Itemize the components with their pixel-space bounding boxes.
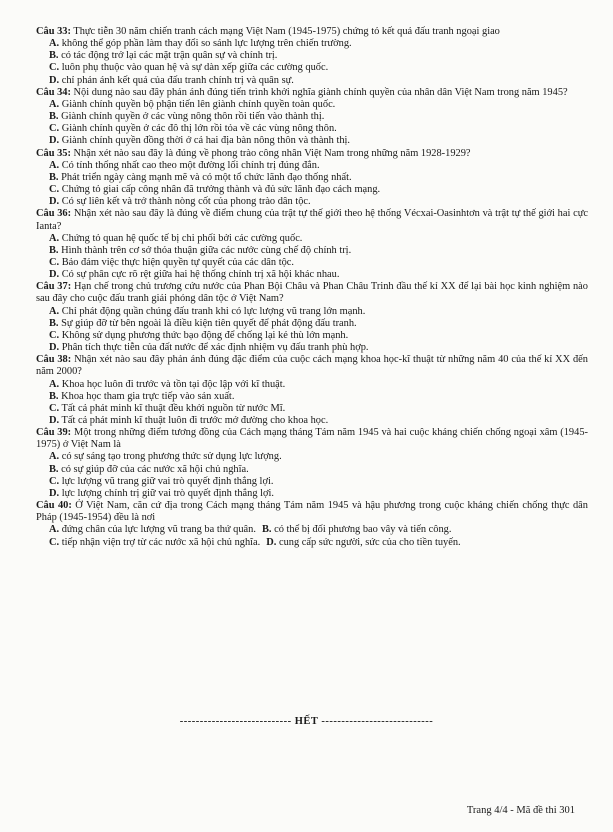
option-text: Khoa học luôn đi trước và tồn tại độc lập với kĩ thuật. [61, 378, 286, 390]
option-text: có tác động trở lại các mặt trận quân sự và chính trị. [61, 50, 278, 62]
option-text: Không sử dụng phương thức bạo động để chống lại kẻ thù lớn mạnh. [61, 329, 349, 341]
option-letter: D. [266, 536, 277, 548]
answer-option [49, 38, 588, 50]
answer-option [49, 111, 588, 123]
question-text: Thực tiễn 30 năm chiến tranh cách mạng Việt Nam (1945-1975) chứng tỏ kết quả đấu tranh ngoại giao [73, 26, 500, 37]
option-text: Có sự liên kết và trở thành nòng cốt của phong trào dân tộc. [61, 196, 311, 208]
answer-option [49, 233, 588, 245]
question-40 [36, 500, 588, 549]
answer-option [49, 537, 260, 549]
answer-option [49, 135, 588, 147]
question-stem [36, 500, 588, 524]
option-text: cung cấp sức người, sức của cho tiền tuyến. [278, 536, 461, 548]
question-label: Câu 36: [36, 208, 72, 220]
question-label: Câu 34: [36, 86, 71, 98]
answer-option [49, 379, 588, 391]
option-text: lực lượng vũ trang giữ vai trò quyết định thắng lợi. [61, 475, 274, 487]
question-label: Câu 37: [36, 281, 72, 293]
page-footer: Trang 4/4 - Mã đề thi 301 [466, 805, 575, 816]
question-label: Câu 33: [36, 26, 71, 37]
question-list [36, 26, 588, 549]
option-letter: A. [49, 305, 60, 317]
answer-option [49, 269, 588, 281]
option-text: Chứng tỏ giai cấp công nhân đã trưởng thành và đủ sức lãnh đạo cách mạng. [61, 184, 381, 196]
question-text: Nội dung nào sau đây phản ánh đúng tiến trình khởi nghĩa giành chính quyền của nhân dân Việt Nam trong năm 1945? [73, 86, 568, 98]
question-34 [36, 87, 588, 148]
answer-option [49, 403, 588, 415]
option-text: Tất cả phát minh kĩ thuật luôn đi trước mở đường cho khoa học. [61, 415, 329, 426]
answer-option [49, 172, 588, 184]
option-text: Có tính thống nhất cao theo một đường lối chính trị đúng đắn. [61, 159, 320, 171]
option-text: Phân tích thực tiễn của đất nước để xác định nhiệm vụ đấu tranh phù hợp. [61, 342, 369, 354]
option-letter: A. [49, 159, 60, 171]
option-letter: A. [49, 232, 60, 244]
option-letter: D. [49, 196, 60, 208]
option-letter: C. [49, 329, 60, 341]
option-letter: C. [49, 184, 60, 196]
option-letter: B. [49, 111, 59, 123]
option-letter: B. [49, 244, 59, 256]
question-38 [36, 354, 588, 427]
question-label: Câu 35: [36, 147, 71, 159]
question-stem [36, 281, 588, 305]
option-text: Giành chính quyền ở các đô thị lớn rồi tỏa về các vùng nông thôn. [61, 123, 337, 135]
answer-option [49, 99, 588, 111]
question-stem [36, 427, 588, 451]
question-text: Nhận xét nào sau đây phản ánh đúng đặc điểm của cuộc cách mạng khoa học-kĩ thuật từ những năm 40 của thế kỉ XX đến năm 2000? [36, 354, 588, 378]
answer-option [262, 524, 451, 536]
question-stem [36, 354, 588, 378]
option-letter: C. [49, 475, 60, 487]
option-letter: B. [49, 171, 59, 183]
question-label: Câu 39: [36, 427, 72, 439]
answer-option [266, 537, 460, 549]
answer-option [49, 50, 588, 62]
option-letter: B. [49, 317, 59, 329]
option-letter: B. [261, 524, 272, 536]
option-text: Khoa học tham gia trực tiếp vào sản xuất. [61, 390, 235, 402]
answer-option [49, 257, 588, 269]
question-39 [36, 427, 588, 500]
answer-option [49, 318, 588, 330]
question-37 [36, 281, 588, 354]
option-text: Sự giúp đỡ từ bên ngoài là điều kiện tiên quyết để phát động đấu tranh. [61, 317, 357, 329]
option-text: đứng chân của lực lượng vũ trang ba thứ quân. [61, 524, 256, 536]
option-letter: D. [49, 135, 60, 147]
question-text: Nhận xét nào sau đây là đúng về phong trào công nhân Việt Nam trong những năm 1928-1929? [73, 147, 471, 159]
answer-option [49, 184, 588, 196]
answer-option [49, 75, 588, 87]
option-text: Tất cả phát minh kĩ thuật đều khởi nguồn từ nước Mĩ. [61, 402, 286, 414]
answer-option [49, 245, 588, 257]
answer-option [49, 62, 588, 74]
option-text: tiếp nhận viện trợ từ các nước xã hội chủ nghĩa. [61, 536, 261, 548]
option-text: Giành chính quyền ở các vùng nông thôn rồi tiến vào thành thị. [61, 111, 325, 123]
option-text: Phát triển ngày càng mạnh mẽ và có một tổ chức lãnh đạo thống nhất. [61, 171, 352, 183]
answer-option [49, 306, 588, 318]
option-text: Giành chính quyền đồng thời ở cả hai địa bàn nông thôn và thành thị. [61, 135, 351, 147]
option-text: có sự sáng tạo trong phương thức sử dụng lực lượng. [61, 451, 282, 463]
option-letter: B. [49, 50, 59, 62]
option-text: không thể góp phần làm thay đổi so sánh lực lượng trên chiến trường. [61, 38, 352, 50]
option-text: Hình thành trên cơ sở thỏa thuận giữa các nước cùng chế độ chính trị. [61, 244, 352, 256]
answer-option-row [49, 537, 588, 549]
answer-option [49, 342, 588, 354]
option-letter: D. [49, 269, 60, 281]
question-36 [36, 208, 588, 281]
option-letter: A. [49, 98, 60, 110]
option-letter: A. [49, 38, 60, 50]
answer-option [49, 196, 588, 208]
question-text: Một trong những điểm tương đồng của Cách mạng tháng Tám năm 1945 và hai cuộc kháng chiến chống ngoại xâm (1945-1975) ở Việt Nam là [36, 427, 588, 451]
answer-option [49, 415, 588, 427]
option-letter: C. [49, 402, 60, 414]
option-letter: B. [49, 463, 59, 475]
question-33 [36, 26, 588, 87]
answer-option [49, 160, 588, 172]
answer-option [49, 524, 256, 536]
answer-option [49, 488, 588, 500]
option-letter: C. [49, 123, 60, 135]
answer-option [49, 476, 588, 488]
option-letter: D. [49, 342, 60, 354]
option-letter: C. [49, 256, 60, 268]
answer-option [49, 391, 588, 403]
option-letter: C. [49, 536, 60, 548]
option-text: Có sự phân cực rõ rệt giữa hai hệ thống chính trị xã hội khác nhau. [61, 269, 340, 281]
question-text: Hạn chế trong chủ trương cứu nước của Phan Bội Châu và Phan Châu Trinh đầu thế kỉ XX để lại bài học kinh nghiệm nào sau đây cho cuộc đấu tranh giải phóng dân tộc ở Việt Nam? [36, 281, 588, 305]
option-text: có sự giúp đỡ của các nước xã hội chủ nghĩa. [61, 463, 249, 475]
option-letter: D. [49, 487, 60, 499]
option-letter: A. [49, 378, 60, 390]
option-letter: A. [49, 524, 60, 536]
question-stem [36, 87, 588, 99]
option-letter: B. [49, 390, 59, 402]
option-letter: D. [49, 415, 60, 426]
option-text: có thể bị đối phương bao vây và tiến công. [274, 524, 452, 536]
question-stem [36, 26, 588, 38]
question-stem [36, 148, 588, 160]
answer-option [49, 123, 588, 135]
option-text: Chứng tỏ quan hệ quốc tế bị chi phối bởi các cường quốc. [61, 232, 303, 244]
question-text: Ở Việt Nam, căn cứ địa trong Cách mạng tháng Tám năm 1945 và hậu phương trong cuộc kháng chiến chống thực dân Pháp (1945-1954) đều là nơi [36, 500, 588, 524]
answer-option [49, 451, 588, 463]
option-text: luôn phụ thuộc vào quan hệ và sự dàn xếp giữa các cường quốc. [61, 62, 329, 74]
answer-option-row [49, 524, 588, 536]
option-text: chỉ phản ánh kết quả của đấu tranh chính trị và quân sự. [61, 74, 294, 86]
option-text: Giành chính quyền bộ phận tiến lên giành chính quyền toàn quốc. [61, 98, 336, 110]
question-label: Câu 38: [36, 354, 72, 366]
option-letter: A. [49, 451, 60, 463]
option-text: Chỉ phát động quần chúng đấu tranh khi có lực lượng vũ trang lớn mạnh. [61, 305, 366, 317]
question-text: Nhận xét nào sau đây là đúng về điểm chung của trật tự thế giới theo hệ thống Vécxai-Oasinhtơn và trật tự thế giới hai cực Ianta? [36, 208, 588, 232]
option-text: Bảo đảm việc thực hiện quyền tự quyết của các dân tộc. [61, 256, 294, 268]
question-label: Câu 40: [36, 500, 72, 512]
answer-option [49, 330, 588, 342]
option-letter: C. [49, 62, 60, 74]
answer-option [49, 464, 588, 476]
option-text: lực lượng chính trị giữ vai trò quyết định thắng lợi. [61, 487, 275, 499]
question-35 [36, 148, 588, 209]
option-letter: D. [49, 74, 60, 86]
end-marker: ---------------------------- HẾT ---------------------------- [179, 716, 434, 727]
question-stem [36, 208, 588, 232]
